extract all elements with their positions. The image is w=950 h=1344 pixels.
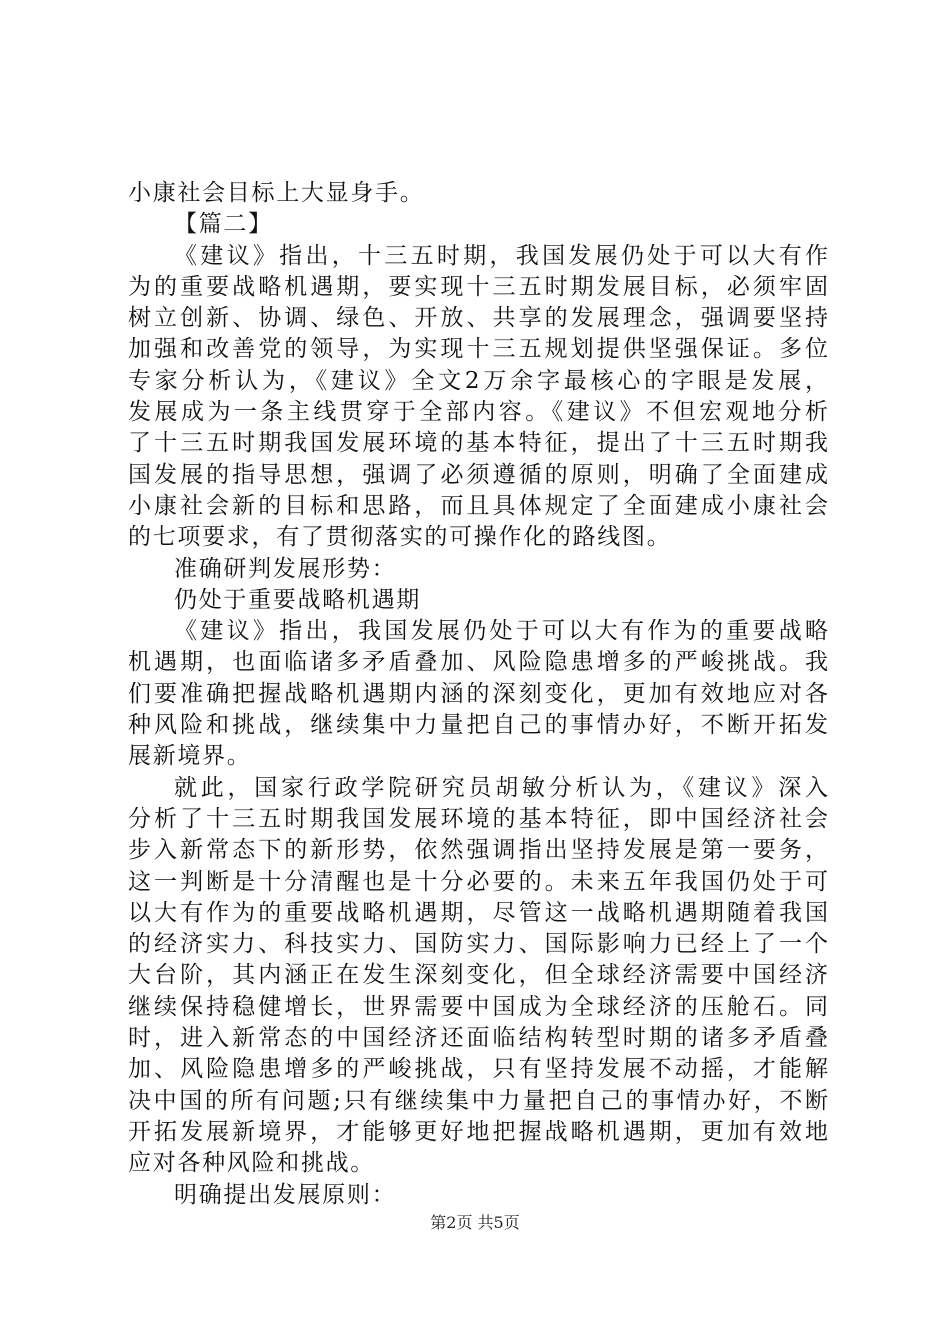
- text-line: 开拓发展新境界，才能够更好地把握战略机遇期，更加有效地: [128, 1118, 828, 1145]
- text-line: 小康社会目标上大显身手。: [128, 180, 425, 206]
- text-line: 应对各种风险和挑战。: [128, 1150, 375, 1177]
- text-line: 加、风险隐患增多的严峻挑战，只有坚持发展不动摇，才能解: [128, 1056, 828, 1083]
- text-line: 《建议》指出，十三五时期，我国发展仍处于可以大有作: [174, 242, 828, 269]
- text-line: 这一判断是十分清醒也是十分必要的。未来五年我国仍处于可: [128, 868, 828, 895]
- text-line: 种风险和挑战，继续集中力量把自己的事情办好，不断开拓发: [128, 712, 828, 739]
- page-footer: 第2页 共5页: [430, 1213, 520, 1232]
- text-line: 小康社会新的目标和思路，而且具体规定了全面建成小康社会: [128, 492, 828, 519]
- text-line: 《建议》指出，我国发展仍处于可以大有作为的重要战略: [174, 618, 828, 645]
- text-line: 树立创新、协调、绿色、开放、共享的发展理念，强调要坚持: [128, 305, 828, 332]
- text-line: 机遇期，也面临诸多矛盾叠加、风险隐患增多的严峻挑战。我: [128, 649, 828, 676]
- text-line: 就此，国家行政学院研究员胡敏分析认为，《建议》深入: [174, 774, 828, 801]
- text-line: 准确研判发展形势：: [174, 555, 397, 582]
- text-line: 明确提出发展原则：: [174, 1181, 397, 1208]
- text-line: 加强和改善党的领导，为实现十三五规划提供坚强保证。多位: [128, 336, 828, 363]
- text-line: 继续保持稳健增长，世界需要中国成为全球经济的压舱石。同: [128, 993, 828, 1020]
- text-line: 的经济实力、科技实力、国防实力、国际影响力已经上了一个: [128, 931, 828, 958]
- text-line: 以大有作为的重要战略机遇期，尽管这一战略机遇期随着我国: [128, 899, 828, 926]
- text-line: 为的重要战略机遇期，要实现十三五时期发展目标，必须牢固: [128, 273, 828, 300]
- text-line: 专家分析认为，《建议》全文2万余字最核心的字眼是发展，: [128, 367, 828, 394]
- text-line: 仍处于重要战略机遇期: [174, 586, 421, 613]
- text-line: 了十三五时期我国发展环境的基本特征，提出了十三五时期我: [128, 430, 828, 457]
- text-line: 分析了十三五时期我国发展环境的基本特征，即中国经济社会: [128, 805, 828, 832]
- text-line: 【篇二】: [174, 211, 273, 238]
- text-line: 大台阶，其内涵正在发生深刻变化，但全球经济需要中国经济: [128, 962, 828, 989]
- text-line: 发展成为一条主线贯穿于全部内容。《建议》不但宏观地分析: [128, 399, 828, 426]
- text-line: 国发展的指导思想，强调了必须遵循的原则，明确了全面建成: [128, 461, 828, 488]
- text-line: 展新境界。: [128, 743, 252, 770]
- text-line: 们要准确把握战略机遇期内涵的深刻变化，更加有效地应对各: [128, 680, 828, 707]
- document-body: [128, 178, 828, 1211]
- text-line: 决中国的所有问题;只有继续集中力量把自己的事情办好，不断: [128, 1087, 828, 1114]
- text-line: 的七项要求，有了贯彻落实的可操作化的路线图。: [128, 524, 672, 551]
- text-line: 时，进入新常态的中国经济还面临结构转型时期的诸多矛盾叠: [128, 1025, 828, 1052]
- text-line: 步入新常态下的新形势，依然强调指出坚持发展是第一要务，: [128, 837, 828, 864]
